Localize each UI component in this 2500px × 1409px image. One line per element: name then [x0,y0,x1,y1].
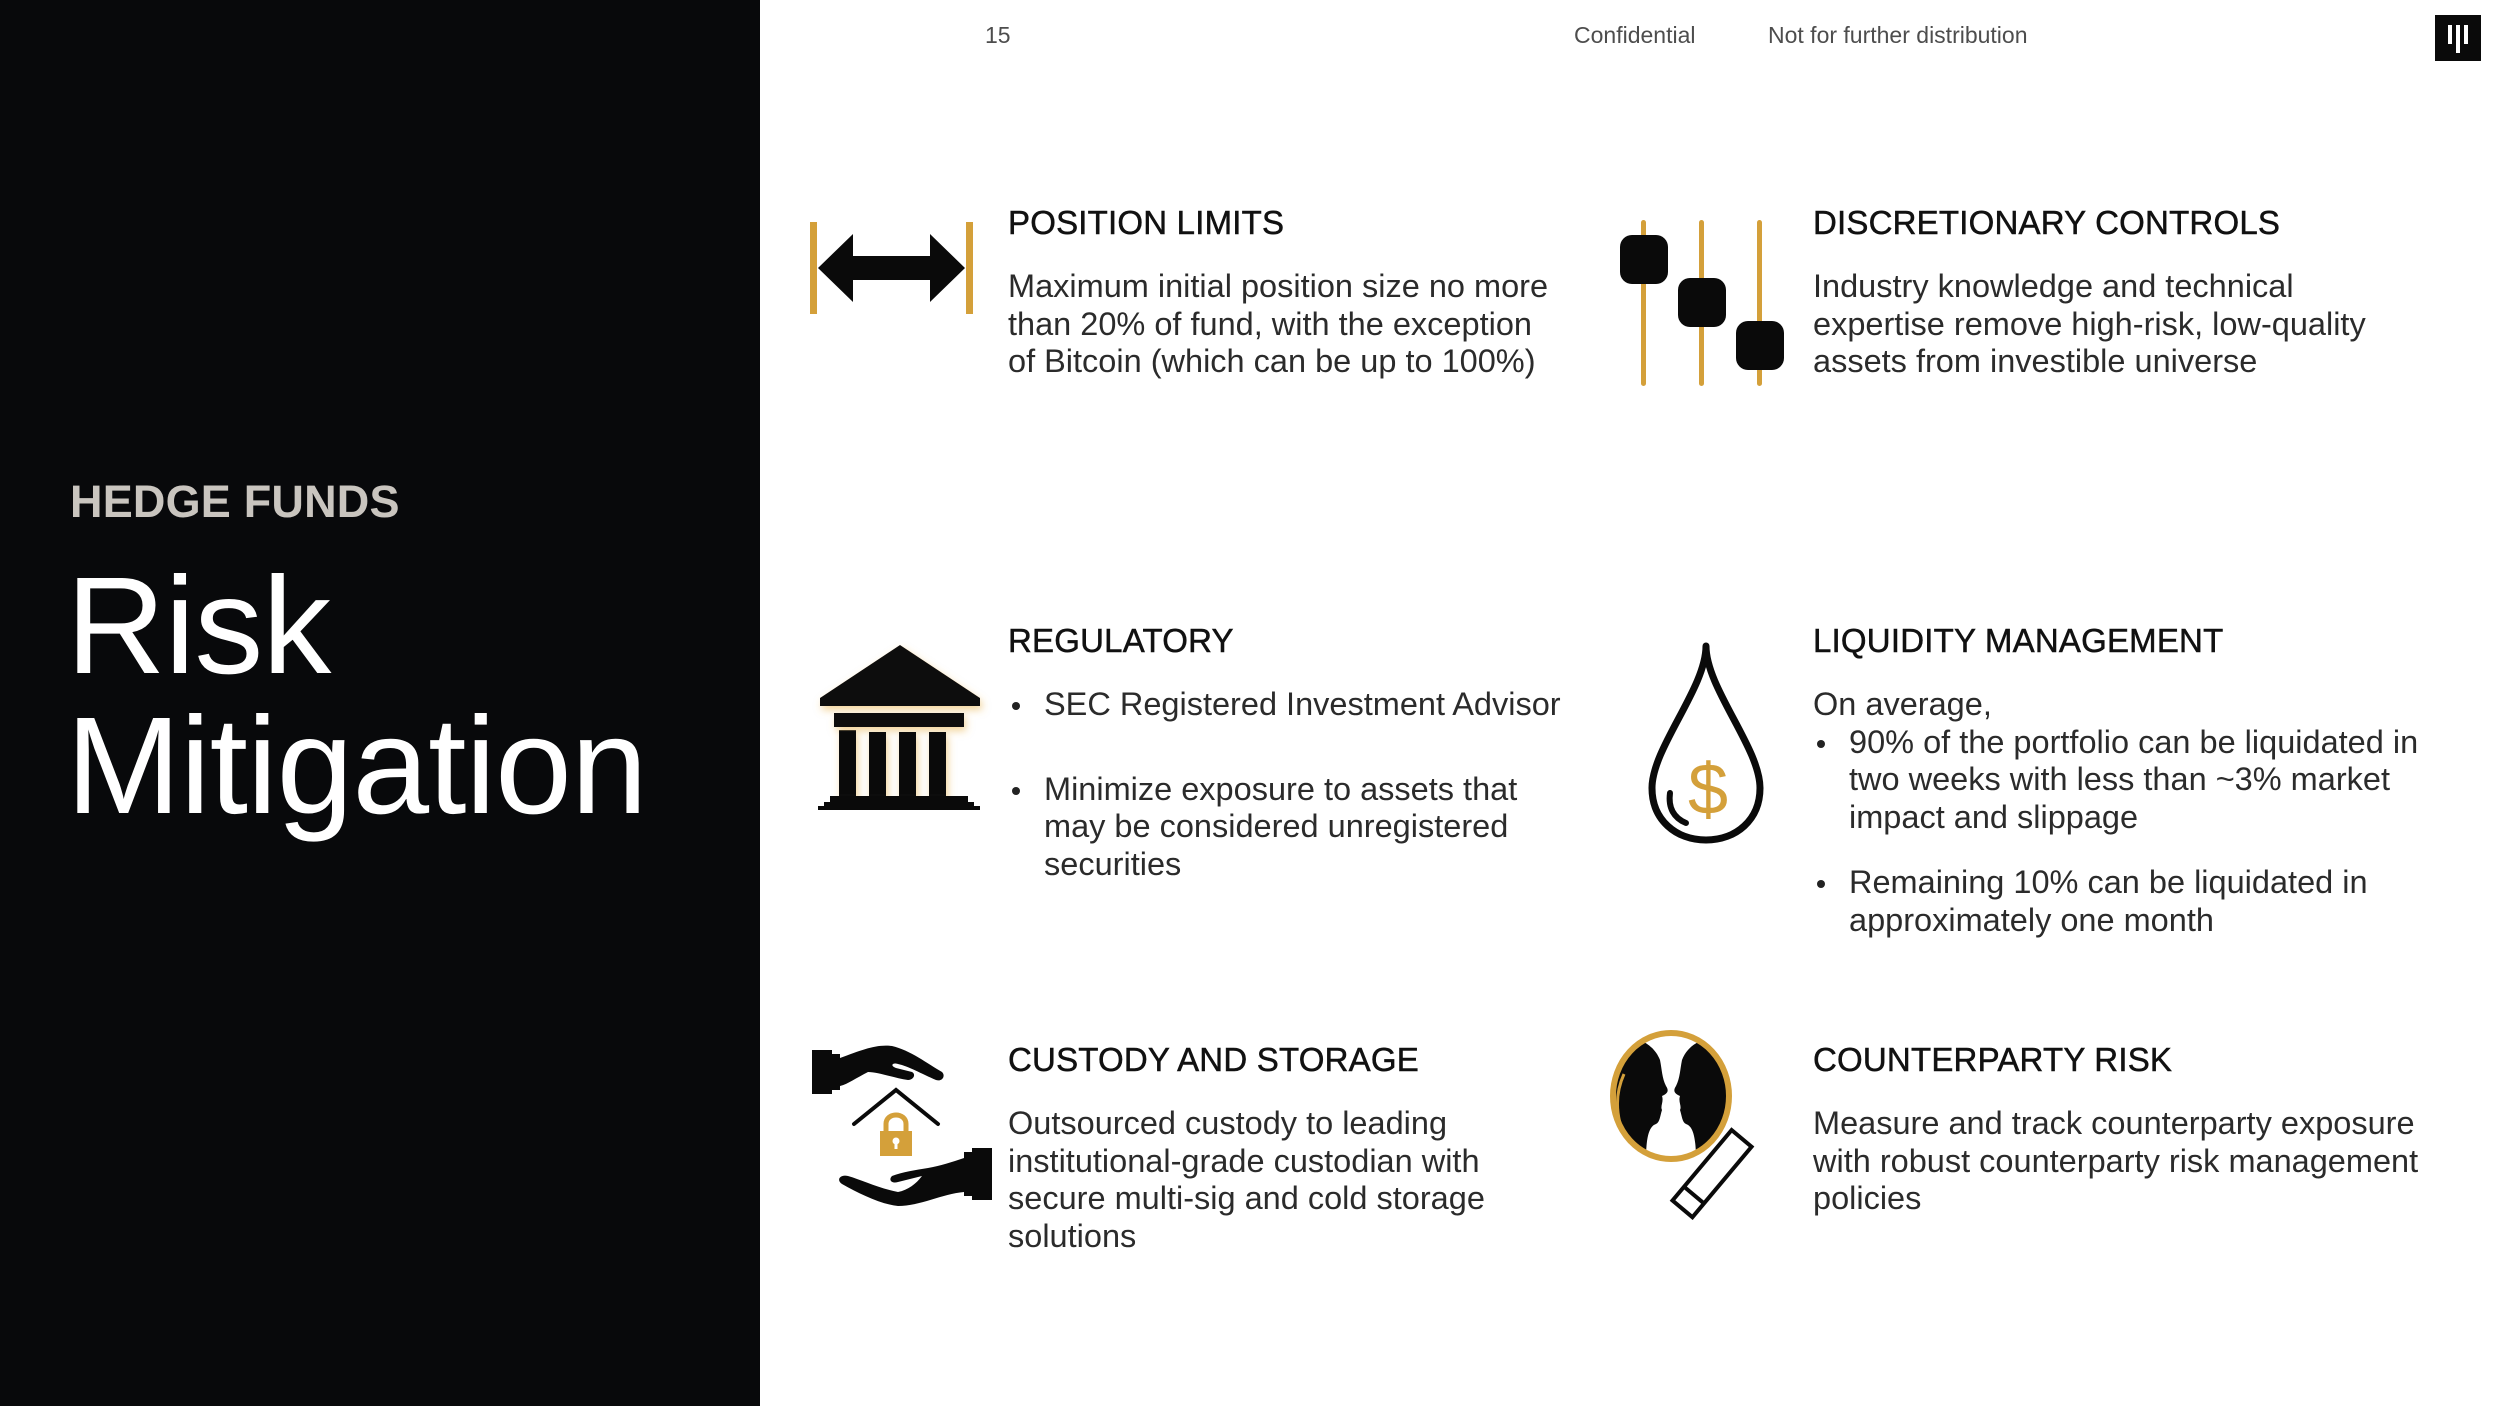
liquidity-bullet-1 [1813,724,2418,837]
sliders-icon [1620,218,1790,393]
custody-and-storage-body [1008,1105,1485,1255]
liquidity-bullet-2 [1813,864,2418,939]
discretionary-controls-body [1813,268,2366,381]
body-line: Industry knowledge and technical [1813,268,2294,304]
body-line: 90% of the portfolio can be liquidated in [1849,723,2419,760]
body-line: Outsourced custody to leading [1008,1105,1448,1141]
svg-text:$: $ [1687,750,1729,830]
regulatory-title: REGULATORY [1008,622,1234,659]
body-line: secure multi-sig and cold storage [1008,1180,1485,1216]
body-line: securities [1044,845,1182,882]
position-limits-body [1008,268,1548,381]
money-drop-icon [1644,638,1768,853]
body-line: two weeks with less than ~3% market [1849,761,2390,797]
bank-building-base [812,640,992,815]
liquidity-management-body [1813,686,2418,939]
counterparty-risk-title: COUNTERPARTY RISK [1813,1041,2173,1078]
custody-and-storage-title: CUSTODY AND STORAGE [1008,1041,1419,1078]
body-line: may be considered unregistered [1044,808,1509,844]
brand-logo-icon [2435,15,2481,61]
position-limits-title: POSITION LIMITS [1008,204,1285,241]
distribution-label: Not for further distribution [1768,22,2028,48]
body-line: of Bitcoin (which can be up to 100%) [1008,343,1536,379]
regulatory-bullet-2 [1008,771,1561,884]
title-panel [0,0,760,1406]
body-line: Measure and track counterparty exposure [1813,1105,2415,1141]
discretionary-controls-title: DISCRETIONARY CONTROLS [1813,204,2281,241]
body-line: with robust counterparty risk management [1813,1142,2419,1179]
liquidity-intro: On average, [1813,686,1992,722]
counterparty-risk-body [1813,1105,2418,1218]
page-number: 15 [985,22,1011,48]
body-line: policies [1813,1180,1922,1216]
confidential-label: Confidential [1574,22,1696,48]
magnifier-faces-icon [1600,1030,1810,1225]
body-line: Minimize exposure to assets that [1044,770,1518,807]
body-line: Maximum initial position size no more [1008,268,1549,304]
body-line: assets from investible universe [1813,343,2258,379]
double-arrow-icon [806,222,978,323]
page-title [66,549,647,843]
body-line: Remaining 10% can be liquidated in [1849,864,2368,900]
page-title-line-1: Risk [66,549,331,703]
section-eyebrow: HEDGE FUNDS [70,476,400,527]
liquidity-management-title: LIQUIDITY MANAGEMENT [1813,622,2224,659]
body-line: solutions [1008,1217,1137,1254]
regulatory-body [1008,686,1561,883]
hands-lock-house-icon [812,1040,992,1215]
regulatory-bullet-1 [1008,686,1561,724]
body-line: approximately one month [1849,901,2214,938]
body-line: than 20% of fund, with the exception [1008,305,1532,342]
body-line: expertise remove high-risk, low-quality [1813,305,2366,342]
body-line: SEC Registered Investment Advisor [1044,686,1561,722]
page-title-line-2: Mitigation [66,689,647,843]
body-line: impact and slippage [1849,798,2139,835]
body-line: institutional-grade custodian with [1008,1142,1480,1179]
